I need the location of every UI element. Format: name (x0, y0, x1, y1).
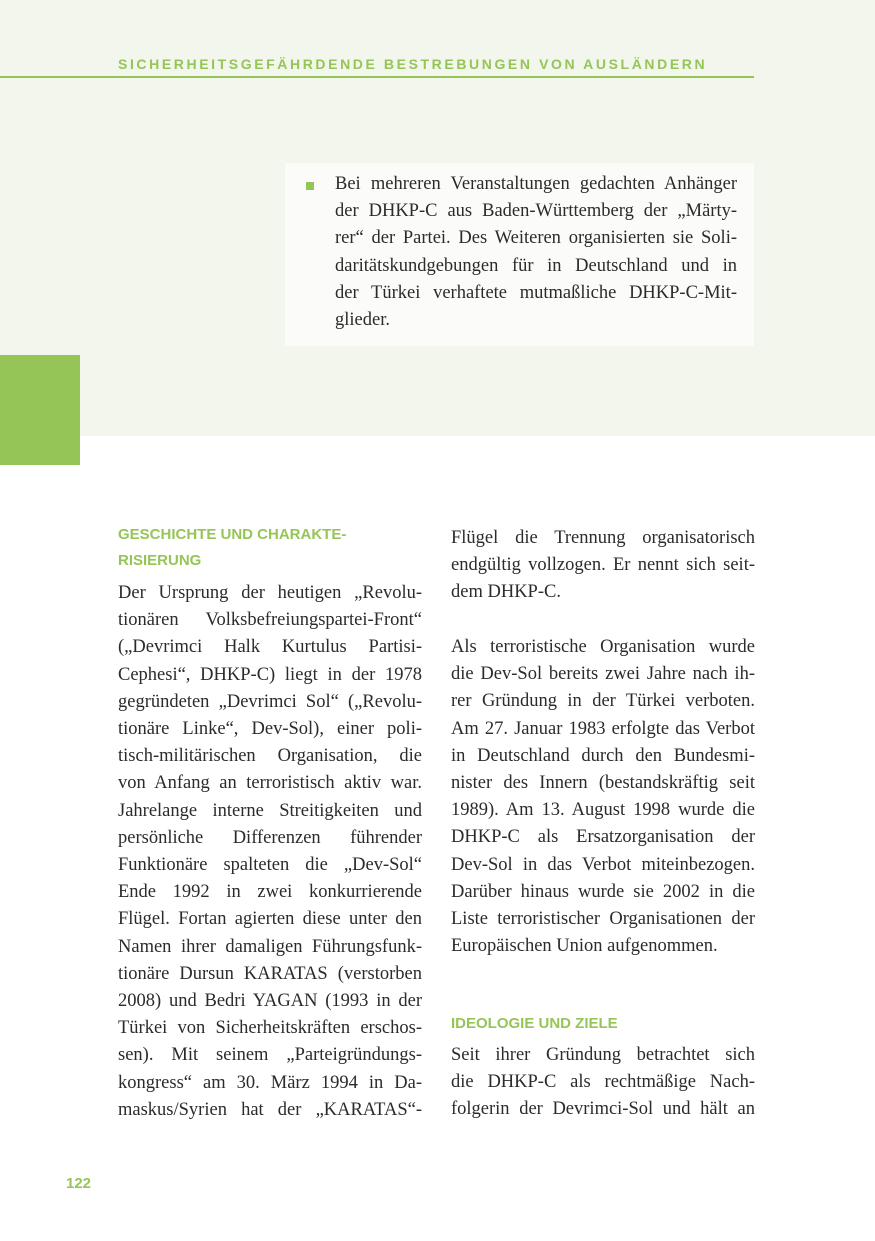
text-line: Darüber hinaus wurde sie 2002 in die (451, 881, 755, 902)
text-line: Flügel. Fortan agierten diese unter den (118, 909, 422, 930)
text-line: sen). Mit seinem „Parteigründungs- (118, 1045, 422, 1066)
text-line: Funktionäre spalteten die „Dev-Sol“ (118, 855, 422, 876)
text-line: Am 27. Januar 1983 erfolgte das Verbot (451, 718, 755, 739)
chapter-side-tab (0, 355, 80, 465)
text-line: Bei mehreren Veranstaltungen gedachten Anhänger (335, 174, 737, 194)
history-continuation (451, 525, 755, 607)
text-line: tisch-militärischen Organisation, die (118, 746, 422, 767)
info-box (285, 163, 754, 346)
text-line: Liste terroristischer Organisationen der (451, 909, 755, 930)
text-line: Ende 1992 in zwei konkurrierende (118, 882, 422, 903)
text-line: folgerin der Devrimci-Sol und hält an (451, 1099, 755, 1120)
text-line: Seit ihrer Gründung betrachtet sich (451, 1045, 755, 1065)
text-line: kongress“ am 30. März 1994 in Da- (118, 1072, 422, 1093)
text-line: Flügel die Trennung organisatorisch (451, 528, 755, 548)
page-number: 122 (66, 1175, 92, 1192)
text-line: DHKP-C als Ersatzorganisation der (451, 827, 755, 848)
text-line: glieder. (335, 310, 390, 331)
info-box-text (335, 171, 737, 334)
text-line: („Devrimci Halk Kurtulus Partisi- (118, 637, 422, 658)
text-line: Der Ursprung der heutigen „Revolu- (118, 583, 422, 603)
text-line: 1989). Am 13. August 1998 wurde die (451, 800, 755, 821)
text-line: die Dev-Sol bereits zwei Jahre nach ih- (451, 664, 755, 685)
section-heading-history (118, 522, 418, 574)
text-line: Als terroristische Organisation wurde (451, 637, 755, 657)
text-line: Dev-Sol in das Verbot miteinbezogen. (451, 854, 755, 875)
text-line: Europäischen Union aufgenommen. (451, 936, 718, 957)
text-line: Cephesi“, DHKP-C) liegt in der 1978 (118, 664, 422, 685)
text-line: von Anfang an terroristisch aktiv war. (118, 773, 422, 794)
text-line: rer“ der Partei. Des Weiteren organisierten sie Soli- (335, 228, 737, 249)
text-line: in Deutschland durch den Bundesmi- (451, 745, 755, 766)
heading-line: GESCHICHTE UND CHARAKTE- (118, 526, 347, 543)
text-line: 2008) und Bedri YAGAN (1993 in der (118, 991, 422, 1012)
text-line: Türkei von Sicherheitskräften erschos- (118, 1018, 422, 1039)
text-line: Jahrelange interne Streitigkeiten und (118, 800, 422, 821)
header-divider (0, 76, 754, 78)
ideology-paragraph (451, 1042, 755, 1124)
text-line: der Türkei verhaftete mutmaßliche DHKP-C-Mit- (335, 282, 737, 303)
bullet-square-icon (306, 182, 314, 190)
text-line: Namen ihrer damaligen Führungsfunk- (118, 936, 422, 957)
text-line: tionären Volksbefreiungspartei-Front“ (118, 610, 422, 631)
text-line: endgültig vollzogen. Er nennt sich seit- (451, 555, 755, 576)
heading-line: RISIERUNG (118, 552, 202, 569)
section-heading-ideology: IDEOLOGIE UND ZIELE (451, 1015, 618, 1032)
text-line: der DHKP-C aus Baden-Württemberg der „Märty- (335, 201, 737, 222)
text-line: tionäre Dursun KARATAS (verstorben (118, 963, 422, 984)
text-line: nister des Innern (bestandskräftig seit (451, 773, 755, 794)
text-line: rer Gründung in der Türkei verboten. (451, 691, 755, 712)
text-line: persönliche Differenzen führender (118, 827, 422, 848)
text-line: gegründeten „Devrimci Sol“ („Revolu- (118, 691, 422, 712)
history-paragraph (118, 580, 422, 1124)
text-line: maskus/Syrien hat der „KARATAS“- (118, 1099, 422, 1120)
text-line: dem DHKP-C. (451, 582, 561, 603)
text-line: daritätskundgebungen für in Deutschland und in (335, 255, 737, 276)
ban-paragraph (451, 634, 755, 960)
text-line: die DHKP-C als rechtmäßige Nach- (451, 1072, 755, 1093)
running-header-title: SICHERHEITSGEFÄHRDENDE BESTREBUNGEN VON AUSLÄNDERN (118, 56, 708, 72)
text-line: tionäre Linke“, Dev-Sol), einer poli- (118, 719, 422, 740)
